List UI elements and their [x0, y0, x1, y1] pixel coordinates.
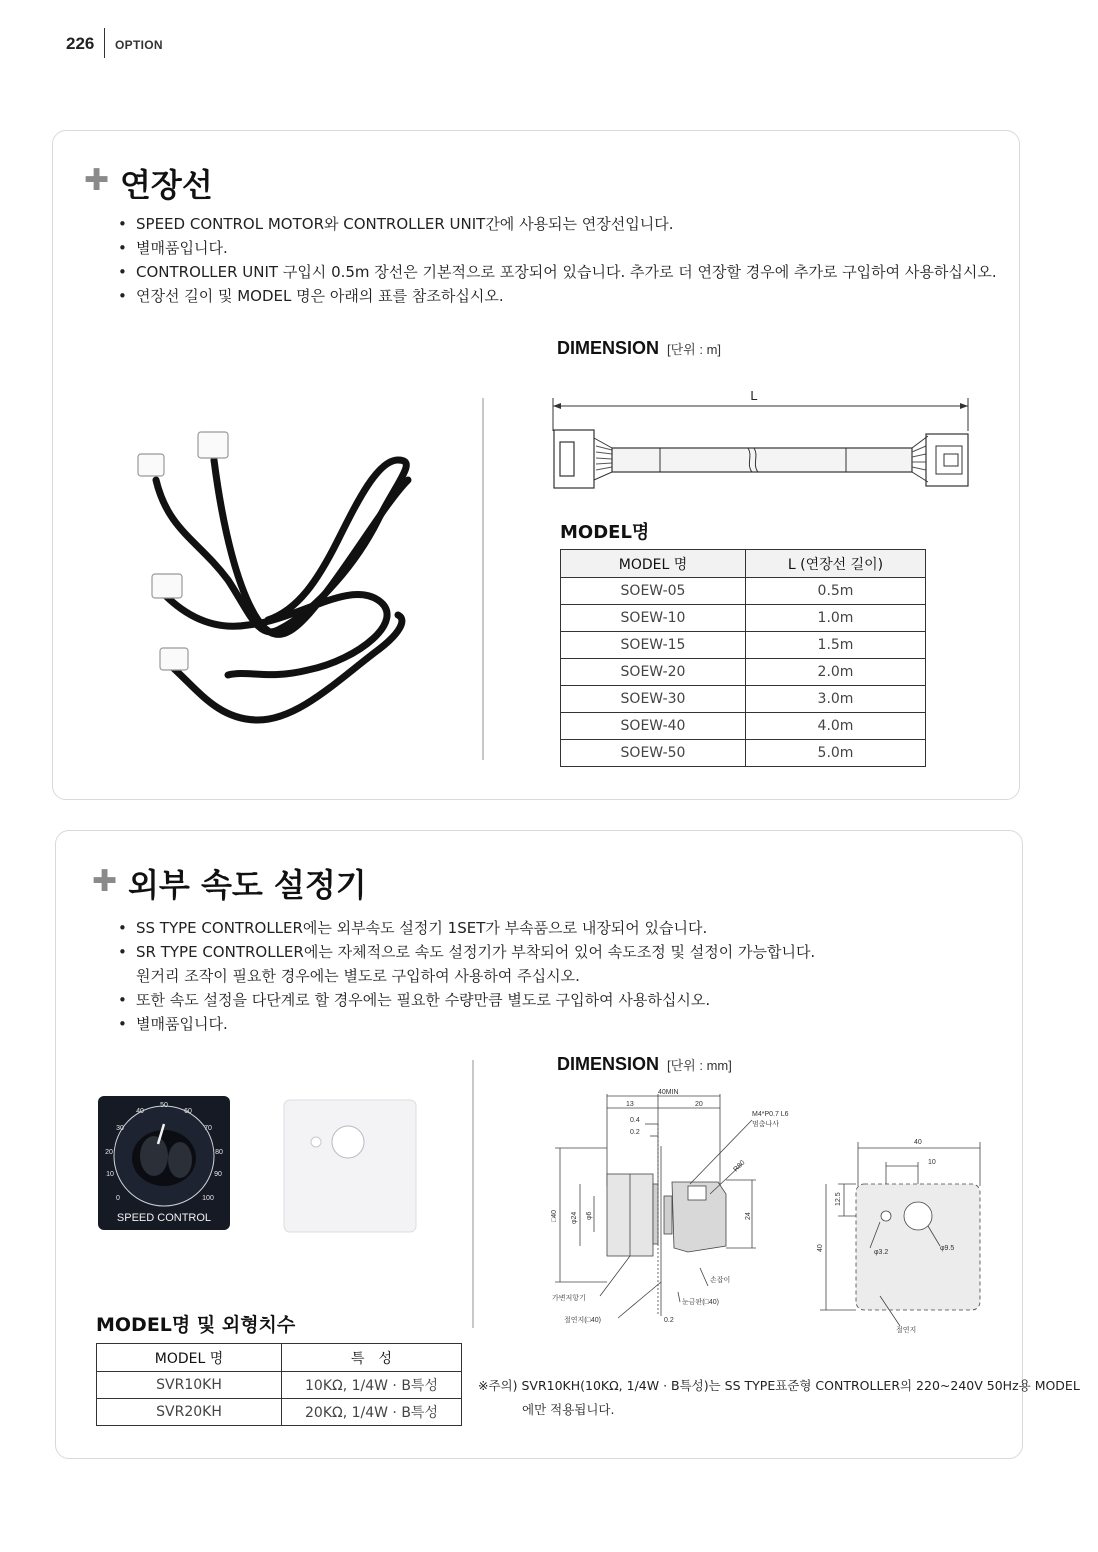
- table-row: [561, 605, 926, 632]
- table-cell: SOEW-50: [561, 740, 746, 767]
- note-line: 에만 적용됩니다.: [522, 1402, 615, 1417]
- list-item: • SPEED CONTROL MOTOR와 CONTROLLER UNIT간에 사용되는 연장선입니다.: [118, 215, 674, 233]
- list-item: • 별매품입니다.: [118, 239, 228, 257]
- list-item: • 별매품입니다.: [118, 1015, 228, 1033]
- dial-number: 90: [214, 1171, 222, 1178]
- dial-number: 20: [105, 1149, 113, 1156]
- table-cell: SVR20KH: [97, 1399, 282, 1426]
- table-header-row: [561, 550, 926, 578]
- unit-label: [단위 : mm]: [667, 1058, 732, 1073]
- drawing-label: φ24: [571, 1211, 578, 1224]
- section-title: 외부 속도 설정기: [128, 866, 367, 904]
- divider: [482, 398, 484, 760]
- drawing-label: 절연지(□40): [564, 1317, 601, 1324]
- table-cell: 2.0m: [746, 659, 926, 686]
- list-item: 원거리 조작이 필요한 경우에는 별도로 구입하여 사용하여 주십시오.: [136, 967, 580, 985]
- drawing-label: 40: [914, 1139, 922, 1146]
- drawing-label: 20: [695, 1101, 703, 1108]
- table-row: [561, 632, 926, 659]
- dial-number: 100: [202, 1195, 214, 1202]
- caution-note: [478, 1374, 1080, 1422]
- table-cell: 1.0m: [746, 605, 926, 632]
- model-table: [560, 549, 926, 767]
- drawing-label: R80: [732, 1159, 747, 1174]
- drawing-label: □40: [551, 1209, 558, 1222]
- table-cell: SOEW-05: [561, 578, 746, 605]
- drawing-label: 0.2: [630, 1129, 640, 1136]
- table-header-row: [97, 1344, 462, 1372]
- list-item: • SS TYPE CONTROLLER에는 외부속도 설정기 1SET가 부속품으로 내장되어 있습니다.: [118, 919, 708, 937]
- drawing-label: 24: [745, 1212, 752, 1220]
- list-item: • 연장선 길이 및 MODEL 명은 아래의 표를 참조하십시오.: [118, 287, 504, 305]
- table-cell: SOEW-40: [561, 713, 746, 740]
- drawing-label: 절연지: [896, 1327, 917, 1334]
- bullet-list: [118, 212, 997, 308]
- table-cell: 3.0m: [746, 686, 926, 713]
- drawing-label: φ9.5: [940, 1245, 955, 1252]
- list-item: • 또한 속도 설정을 다단계로 할 경우에는 필요한 수량만큼 별도로 구입하여 사용하십시오.: [118, 991, 711, 1009]
- table-row: [561, 578, 926, 605]
- table-row: [561, 659, 926, 686]
- speed-setter-dimension-drawing: [540, 1086, 990, 1336]
- dial-number: 10: [106, 1171, 114, 1178]
- list-item: • SR TYPE CONTROLLER에는 자체적으로 속도 설정기가 부착되어 있어 속도조정 및 설정이 가능합니다.: [118, 943, 816, 961]
- table-cell: 1.5m: [746, 632, 926, 659]
- drawing-label: φ3.2: [874, 1249, 889, 1256]
- drawing-label: M4*P0.7 L6: [752, 1111, 789, 1118]
- column-header: MODEL 명: [561, 550, 746, 578]
- drawing-label: 0.2: [664, 1317, 674, 1324]
- drawing-label: 40: [817, 1244, 824, 1252]
- model-heading: MODEL명: [560, 522, 650, 543]
- plus-icon: ✚: [84, 163, 110, 198]
- drawing-label: 13: [626, 1101, 634, 1108]
- table-cell: SVR10KH: [97, 1372, 282, 1399]
- divider: [472, 1060, 474, 1328]
- bullet-list: [118, 916, 815, 1036]
- table-cell: 4.0m: [746, 713, 926, 740]
- table-row: [561, 713, 926, 740]
- table-cell: 5.0m: [746, 740, 926, 767]
- drawing-label: 10: [928, 1159, 936, 1166]
- dial-number: 70: [204, 1125, 212, 1132]
- drawing-label: 12.5: [835, 1192, 842, 1206]
- dial-number: 0: [116, 1195, 120, 1202]
- table-cell: SOEW-15: [561, 632, 746, 659]
- table-cell: SOEW-10: [561, 605, 746, 632]
- page-number: 226: [66, 34, 95, 53]
- table-row: [561, 740, 926, 767]
- unit-label: [단위 : m]: [667, 342, 722, 357]
- section-title: 연장선: [120, 166, 213, 204]
- table-cell: 20KΩ, 1/4W · B특성: [282, 1399, 462, 1426]
- knob-label: SPEED CONTROL: [116, 1212, 212, 1224]
- insulation-plate-photo: [282, 1098, 418, 1234]
- table-cell: SOEW-30: [561, 686, 746, 713]
- drawing-label: 가변저항기: [552, 1295, 586, 1302]
- column-header: MODEL 명: [97, 1344, 282, 1372]
- dial-number: 40: [136, 1108, 144, 1115]
- model-heading: MODEL명 및 외형치수: [96, 1314, 296, 1336]
- cable-dimension-drawing: [548, 386, 976, 496]
- dial-number: 50: [160, 1102, 168, 1109]
- header-divider: [104, 28, 105, 58]
- note-line: ※주의) SVR10KH(10KΩ, 1/4W · B특성)는 SS TYPE표준형 CONTROLLER의 220~240V 50Hz용 MODEL: [478, 1378, 1080, 1393]
- table-row: [97, 1372, 462, 1399]
- model-table: [96, 1343, 462, 1426]
- drawing-label: 0.4: [630, 1117, 640, 1124]
- drawing-label: 멈춤나사: [752, 1121, 780, 1128]
- drawing-label: 40MIN: [658, 1089, 679, 1096]
- table-row: [561, 686, 926, 713]
- drawing-label: 눈금판(□40): [682, 1299, 719, 1306]
- drawing-label: φ6: [586, 1211, 593, 1220]
- dimension-heading: DIMENSION [단위 : mm]: [557, 1054, 732, 1074]
- dim-label-l: L: [750, 388, 758, 403]
- drawing-label: 손잡이: [710, 1277, 731, 1284]
- table-cell: 10KΩ, 1/4W · B특성: [282, 1372, 462, 1399]
- table-cell: SOEW-20: [561, 659, 746, 686]
- dimension-heading: DIMENSION [단위 : m]: [557, 338, 722, 358]
- plus-icon: ✚: [92, 864, 118, 899]
- section-label: OPTION: [115, 38, 163, 52]
- speed-control-knob-photo: [98, 1096, 230, 1230]
- dial-number: 80: [215, 1149, 223, 1156]
- dial-number: 60: [184, 1108, 192, 1115]
- extension-cable-photo: [128, 420, 428, 750]
- table-cell: 0.5m: [746, 578, 926, 605]
- column-header: L (연장선 길이): [746, 550, 926, 578]
- table-row: [97, 1399, 462, 1426]
- list-item: • CONTROLLER UNIT 구입시 0.5m 장선은 기본적으로 포장되어 있습니다. 추가로 더 연장할 경우에 추가로 구입하여 사용하십시오.: [118, 263, 997, 281]
- dial-number: 30: [116, 1125, 124, 1132]
- column-header: 특 성: [282, 1344, 462, 1372]
